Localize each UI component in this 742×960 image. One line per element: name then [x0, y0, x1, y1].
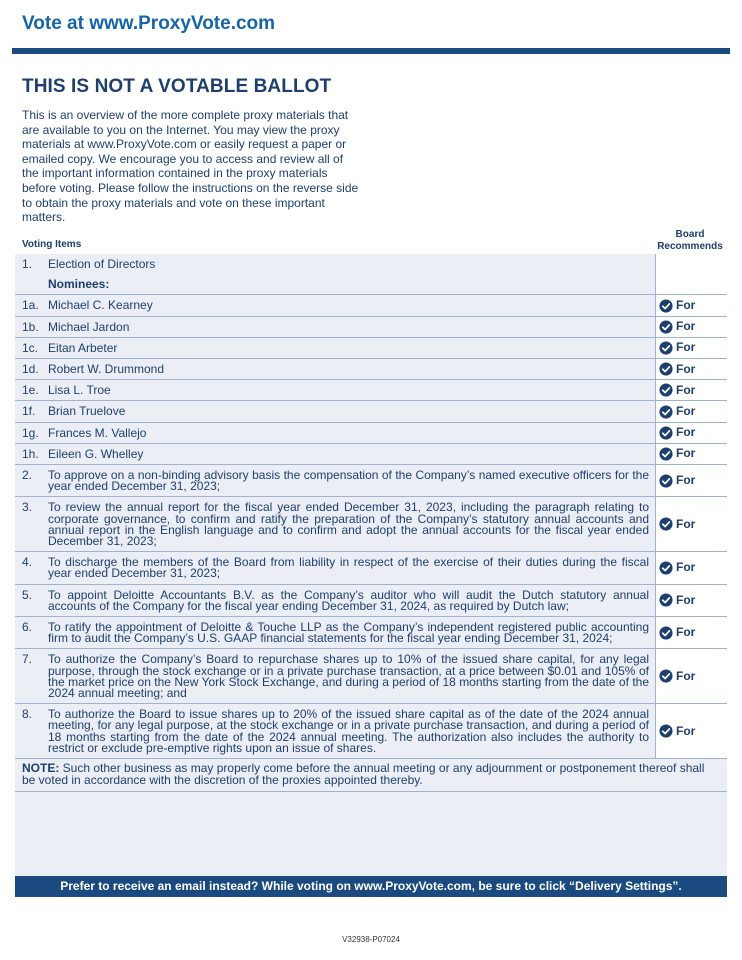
item-number: 1h. [22, 446, 39, 461]
recommendation-label: For [676, 625, 696, 640]
page-title: THIS IS NOT A VOTABLE BALLOT [22, 76, 332, 97]
item-text: To review the annual report for the fiscal year ended December 31, 2023, including the paragraph relating to corporate governance, to confirm and ratify the preparation of the Company’s statutory annual accounts and annual report in the English language and to confirm and adopt the annual accounts for the fiscal year ended December 31, 2023; [48, 500, 649, 549]
item-text: To appoint Deloitte Accountants B.V. as the Company’s auditor who will audit the Dutch statutory annual accounts of the Company for the fiscal year ending December 31, 2024, as required by Dutch law; [48, 587, 649, 613]
check-circle-icon [659, 669, 673, 683]
item-text: To authorize the Board to issue shares up to 20% of the issued share capital as of the date of the 2024 annual meeting, for any legal purpose, at the stock exchange or in a private purchase transaction, and during a period of 18 months starting from the date of the 2024 annual meeting. The authorization also includes the authority to restrict or exclude pre-emptive rights upon an issue of shares. [48, 707, 649, 755]
note-label: NOTE: [22, 761, 60, 776]
item-text: Lisa L. Troe [48, 383, 111, 398]
recommendation-label: For [676, 319, 696, 334]
item-number: 1f. [22, 404, 36, 419]
table-row [15, 295, 727, 316]
recommendation-label: For [676, 668, 696, 683]
board-recommendation [655, 497, 727, 551]
item-number: 8. [22, 707, 33, 722]
item-text: Michael Jardon [48, 319, 130, 334]
voting-items-table [15, 254, 727, 878]
blank-area [15, 792, 727, 878]
check-circle-icon [659, 626, 673, 640]
item-number: 7. [22, 652, 33, 667]
board-recommendation [655, 338, 727, 358]
item-number: 2. [22, 468, 33, 483]
check-circle-icon [659, 593, 673, 607]
recommendation-label: For [676, 723, 696, 738]
document-code: V32938-P07024 [342, 935, 400, 944]
recommendation-label: For [676, 592, 696, 607]
recommendation-label: For [676, 560, 696, 575]
board-recommendation [655, 704, 727, 758]
board-recommends-header [652, 229, 728, 252]
table-row [15, 585, 727, 617]
item-number: 6. [22, 620, 33, 635]
check-circle-icon [659, 405, 673, 419]
check-circle-icon [659, 724, 673, 738]
check-circle-icon [659, 561, 673, 575]
recommendation-label: For [676, 403, 696, 418]
recommendation-label: For [676, 340, 696, 355]
table-row [15, 649, 727, 704]
email-delivery-banner: Prefer to receive an email instead? While voting on www.ProxyVote.com, be sure to click “Delivery Settings”. [15, 876, 727, 897]
table-row [15, 617, 727, 649]
check-circle-icon [659, 447, 673, 461]
table-row [15, 254, 727, 274]
board-recommendation [655, 254, 727, 274]
table-row [15, 704, 727, 759]
item-number: 1e. [22, 383, 39, 398]
table-row [15, 401, 727, 422]
board-recommends-line2: Recommends [657, 240, 723, 252]
board-recommendation [655, 444, 727, 464]
check-circle-icon [659, 426, 673, 440]
item-number [15, 274, 48, 294]
table-row [15, 317, 727, 338]
voting-items-rows [15, 254, 727, 759]
table-row [15, 274, 727, 295]
check-circle-icon [659, 474, 673, 488]
item-number: 1b. [22, 319, 39, 334]
item-number: 1c. [22, 340, 39, 355]
check-circle-icon [659, 517, 673, 531]
check-circle-icon [659, 320, 673, 334]
item-number: 5. [22, 587, 33, 602]
item-text: Nominees: [48, 277, 110, 292]
board-recommendation [655, 649, 727, 703]
header-title: Vote at www.ProxyVote.com [22, 13, 276, 34]
item-text: Brian Truelove [48, 404, 126, 419]
board-recommendation [655, 317, 727, 337]
table-row [15, 552, 727, 584]
check-circle-icon [659, 362, 673, 376]
item-text: Frances M. Vallejo [48, 425, 147, 440]
table-row [15, 444, 727, 465]
table-row [15, 423, 727, 444]
item-number: 4. [22, 555, 33, 570]
table-row [15, 465, 727, 497]
voting-items-header: Voting Items [22, 239, 82, 250]
check-circle-icon [659, 299, 673, 313]
table-row [15, 359, 727, 380]
item-number: 1d. [22, 362, 39, 377]
item-number: 3. [22, 500, 33, 515]
item-text: To approve on a non-binding advisory basis the compensation of the Company’s named executive officers for the year ended December 31, 2023; [48, 468, 649, 494]
board-recommendation [655, 274, 727, 294]
item-text: To ratify the appointment of Deloitte & Touche LLP as the Company’s independent registered public accounting firm to audit the Company’s U.S. GAAP financial statements for the fiscal year ending December 31, 2024; [48, 620, 649, 646]
check-circle-icon [659, 341, 673, 355]
table-row [15, 497, 727, 552]
board-recommendation [655, 359, 727, 379]
table-row [15, 380, 727, 401]
recommendation-label: For [676, 297, 696, 312]
board-recommendation [655, 617, 727, 648]
item-text: Eitan Arbeter [48, 340, 118, 355]
recommendation-label: For [676, 516, 696, 531]
recommendation-label: For [676, 446, 696, 461]
intro-paragraph: This is an overview of the more complete proxy materials that are available to you on the Internet. You may view the proxy materials at www.ProxyVote.com or easily request a paper or emailed copy. We encourage you to access and review all of the important information contained in the proxy materials before voting. Please follow the instructions on the reverse side to obtain the proxy materials and vote on these important matters. [22, 108, 359, 225]
board-recommendation [655, 401, 727, 421]
item-number: 1. [22, 257, 33, 271]
board-recommendation [655, 585, 727, 616]
note-text: Such other business as may properly come before the annual meeting or any adjournment or postponement thereof shall be voted in accordance with the discretion of the proxies appointed thereby. [22, 761, 705, 787]
note-row [15, 759, 727, 792]
board-recommendation [655, 552, 727, 583]
header-divider [12, 48, 730, 54]
board-recommends-line1: Board [675, 229, 705, 240]
board-recommendation [655, 423, 727, 443]
item-number: 1g. [22, 425, 39, 440]
item-text: Michael C. Kearney [48, 298, 153, 313]
recommendation-label: For [676, 361, 696, 376]
item-text: To discharge the members of the Board from liability in respect of the exercise of their duties during the fiscal year ended December 31, 2023; [48, 555, 649, 581]
recommendation-label: For [676, 473, 696, 488]
item-text: Eileen G. Whelley [48, 446, 144, 461]
board-recommendation [655, 380, 727, 400]
recommendation-label: For [676, 425, 696, 440]
recommendation-label: For [676, 382, 696, 397]
item-text: Election of Directors [48, 257, 156, 271]
check-circle-icon [659, 383, 673, 397]
item-text: To authorize the Company’s Board to repurchase shares up to 10% of the issued share capital, for any legal purpose, through the stock exchange or in a private purchase transaction, at a price between $0.01 and 105% of the market price on the New York Stock Exchange, and during a period of 18 months starting from the date of the 2024 annual meeting; and [48, 652, 649, 701]
item-number: 1a. [22, 298, 39, 313]
table-row [15, 338, 727, 359]
board-recommendation [655, 465, 727, 496]
item-text: Robert W. Drummond [48, 362, 165, 377]
board-recommendation [655, 295, 727, 315]
